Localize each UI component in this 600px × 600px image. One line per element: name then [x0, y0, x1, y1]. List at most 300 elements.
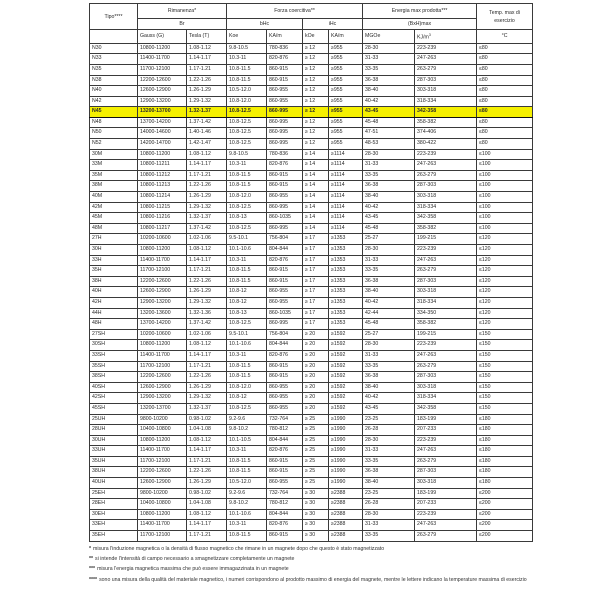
cell-bhc-koe: 10.8-12.0	[227, 96, 267, 107]
footnote-mark: ****	[89, 576, 98, 583]
table-row	[90, 255, 533, 266]
cell-bhc-koe: 10.3-11	[227, 160, 267, 171]
cell-bhc-kam: 860-955	[267, 393, 303, 404]
cell-temp-max: ≤150	[477, 393, 533, 404]
cell-bhc-kam: 860-955	[267, 382, 303, 393]
cell-ihc-kam: ≥955	[329, 107, 363, 118]
cell-grade: N50	[90, 128, 138, 139]
cell-bhmax-mgoe: 28-30	[363, 509, 415, 520]
cell-bhc-kam: 860-995	[267, 107, 303, 118]
cell-bhmax-kjm3: 380-422	[415, 139, 477, 150]
unit-mgoe: MGOe	[363, 30, 415, 44]
cell-grade: 35EH	[90, 531, 138, 542]
cell-bhmax-kjm3: 263-279	[415, 64, 477, 75]
cell-ihc-koe: ≥ 17	[303, 319, 329, 330]
cell-bhmax-kjm3: 247-263	[415, 520, 477, 531]
cell-ihc-kam: ≥955	[329, 96, 363, 107]
cell-grade: 38UH	[90, 467, 138, 478]
cell-temp-max: ≤180	[477, 414, 533, 425]
cell-tesla: 1.02-1.06	[187, 329, 227, 340]
cell-ihc-koe: ≥ 17	[303, 308, 329, 319]
cell-tesla: 1.08-1.12	[187, 43, 227, 54]
cell-tesla: 1.14-1.17	[187, 446, 227, 457]
cell-grade: 30H	[90, 245, 138, 256]
cell-ihc-koe: ≥ 14	[303, 213, 329, 224]
cell-ihc-koe: ≥ 17	[303, 234, 329, 245]
cell-bhmax-mgoe: 38-40	[363, 287, 415, 298]
cell-bhc-koe: 9.2-9.6	[227, 414, 267, 425]
cell-gauss: 9800-10200	[138, 488, 187, 499]
cell-ihc-kam: ≥955	[329, 43, 363, 54]
cell-bhc-kam: 860-915	[267, 75, 303, 86]
cell-ihc-kam: ≥1592	[329, 329, 363, 340]
cell-temp-max: ≤120	[477, 255, 533, 266]
magnet-grades-table	[89, 3, 533, 542]
cell-gauss: 12600-12900	[138, 382, 187, 393]
cell-ihc-koe: ≥ 20	[303, 403, 329, 414]
cell-tesla: 1.32-1.37	[187, 213, 227, 224]
cell-tesla: 1.14-1.17	[187, 54, 227, 65]
cell-bhc-kam: 732-764	[267, 488, 303, 499]
cell-ihc-kam: ≥2388	[329, 509, 363, 520]
cell-temp-max: ≤150	[477, 403, 533, 414]
cell-bhmax-kjm3: 183-199	[415, 414, 477, 425]
cell-bhmax-mgoe: 40-42	[363, 297, 415, 308]
cell-ihc-koe: ≥ 12	[303, 54, 329, 65]
cell-ihc-koe: ≥ 17	[303, 245, 329, 256]
unit-koe: Koe	[227, 30, 267, 44]
cell-bhmax-kjm3: 342-358	[415, 403, 477, 414]
cell-temp-max: ≤80	[477, 75, 533, 86]
cell-bhc-kam: 756-804	[267, 234, 303, 245]
cell-temp-max: ≤80	[477, 107, 533, 118]
cell-grade: N38	[90, 75, 138, 86]
cell-bhc-koe: 9.2-9.6	[227, 488, 267, 499]
cell-bhc-kam: 860-955	[267, 192, 303, 203]
footnote	[89, 564, 532, 574]
cell-grade: N45	[90, 107, 138, 118]
cell-bhc-kam: 860-955	[267, 287, 303, 298]
cell-ihc-koe: ≥ 14	[303, 223, 329, 234]
cell-bhc-kam: 820-876	[267, 350, 303, 361]
cell-ihc-kam: ≥955	[329, 139, 363, 150]
cell-tesla: 1.37-1.42	[187, 319, 227, 330]
cell-temp-max: ≤200	[477, 499, 533, 510]
cell-bhmax-kjm3: 263-279	[415, 266, 477, 277]
cell-bhmax-mgoe: 25-27	[363, 329, 415, 340]
cell-ihc-koe: ≥ 30	[303, 531, 329, 542]
cell-ihc-koe: ≥ 17	[303, 297, 329, 308]
cell-grade: 40UH	[90, 478, 138, 489]
cell-ihc-kam: ≥2388	[329, 520, 363, 531]
cell-bhc-kam: 756-804	[267, 329, 303, 340]
cell-bhmax-mgoe: 33-35	[363, 170, 415, 181]
cell-bhmax-mgoe: 45-48	[363, 117, 415, 128]
header-forza-coercitiva: Forza coercitiva**	[227, 4, 363, 19]
cell-bhc-kam: 820-876	[267, 520, 303, 531]
cell-bhc-koe: 10.8-11.5	[227, 170, 267, 181]
cell-bhc-koe: 10.8-11.5	[227, 467, 267, 478]
cell-bhmax-kjm3: 223-239	[415, 509, 477, 520]
cell-bhmax-kjm3: 303-318	[415, 192, 477, 203]
cell-bhc-koe: 10.8-13	[227, 213, 267, 224]
cell-bhmax-kjm3: 334-350	[415, 308, 477, 319]
header-blank	[90, 30, 138, 44]
cell-tesla: 1.02-1.06	[187, 234, 227, 245]
cell-ihc-kam: ≥1114	[329, 170, 363, 181]
cell-bhmax-mgoe: 26-28	[363, 499, 415, 510]
cell-bhc-koe: 10.8-12.5	[227, 223, 267, 234]
cell-tesla: 1.22-1.26	[187, 75, 227, 86]
cell-bhmax-mgoe: 40-42	[363, 96, 415, 107]
cell-gauss: 12900-13200	[138, 297, 187, 308]
table-row	[90, 467, 533, 478]
cell-temp-max: ≤80	[477, 43, 533, 54]
cell-bhc-koe: 10.8-12.5	[227, 319, 267, 330]
cell-gauss: 13200-13600	[138, 308, 187, 319]
cell-bhmax-mgoe: 28-30	[363, 149, 415, 160]
cell-ihc-koe: ≥ 14	[303, 192, 329, 203]
cell-grade: 38H	[90, 276, 138, 287]
cell-temp-max: ≤150	[477, 382, 533, 393]
cell-bhc-kam: 820-876	[267, 255, 303, 266]
cell-temp-max: ≤120	[477, 319, 533, 330]
cell-tesla: 1.29-1.32	[187, 297, 227, 308]
cell-temp-max: ≤180	[477, 435, 533, 446]
cell-bhmax-mgoe: 43-45	[363, 107, 415, 118]
table-row	[90, 531, 533, 542]
cell-bhmax-mgoe: 33-35	[363, 64, 415, 75]
cell-ihc-koe: ≥ 30	[303, 499, 329, 510]
cell-grade: 35M	[90, 170, 138, 181]
cell-grade: 30M	[90, 149, 138, 160]
cell-ihc-koe: ≥ 20	[303, 340, 329, 351]
cell-ihc-koe: ≥ 12	[303, 128, 329, 139]
cell-bhc-kam: 860-915	[267, 170, 303, 181]
cell-grade: N52	[90, 139, 138, 150]
footnote	[89, 575, 532, 585]
cell-bhmax-mgoe: 38-40	[363, 192, 415, 203]
cell-grade: N30	[90, 43, 138, 54]
cell-temp-max: ≤180	[477, 478, 533, 489]
cell-bhc-kam: 860-955	[267, 96, 303, 107]
table-row	[90, 181, 533, 192]
cell-bhc-kam: 860-995	[267, 319, 303, 330]
cell-bhc-koe: 10.8-12.5	[227, 202, 267, 213]
cell-temp-max: ≤180	[477, 446, 533, 457]
cell-bhmax-mgoe: 33-35	[363, 456, 415, 467]
cell-tesla: 1.08-1.12	[187, 340, 227, 351]
cell-gauss: 13700-14200	[138, 117, 187, 128]
cell-bhc-kam: 860-915	[267, 181, 303, 192]
cell-bhc-kam: 804-844	[267, 435, 303, 446]
header-rimanenza: Rimanenza*	[138, 4, 227, 19]
cell-ihc-koe: ≥ 12	[303, 139, 329, 150]
cell-bhc-kam: 780-812	[267, 425, 303, 436]
cell-bhmax-mgoe: 47-51	[363, 128, 415, 139]
cell-grade: 42M	[90, 202, 138, 213]
cell-tesla: 1.08-1.12	[187, 435, 227, 446]
cell-ihc-kam: ≥1990	[329, 414, 363, 425]
cell-ihc-kam: ≥1592	[329, 393, 363, 404]
cell-tesla: 1.32-1.37	[187, 403, 227, 414]
table-row	[90, 350, 533, 361]
cell-bhc-kam: 860-955	[267, 478, 303, 489]
footnotes	[89, 544, 532, 586]
cell-bhmax-kjm3: 318-334	[415, 297, 477, 308]
table-row	[90, 403, 533, 414]
cell-bhc-koe: 10.8-11.5	[227, 181, 267, 192]
cell-temp-max: ≤150	[477, 361, 533, 372]
cell-ihc-kam: ≥1592	[329, 382, 363, 393]
cell-tesla: 1.22-1.26	[187, 467, 227, 478]
cell-bhmax-kjm3: 247-263	[415, 350, 477, 361]
unit-koe-ihc: kOe	[303, 30, 329, 44]
cell-bhmax-mgoe: 26-28	[363, 425, 415, 436]
cell-ihc-kam: ≥1990	[329, 456, 363, 467]
cell-bhmax-mgoe: 31-33	[363, 160, 415, 171]
cell-grade: 38M	[90, 181, 138, 192]
cell-tesla: 1.17-1.21	[187, 361, 227, 372]
table-row	[90, 64, 533, 75]
cell-bhmax-mgoe: 23-25	[363, 414, 415, 425]
cell-bhmax-mgoe: 36-38	[363, 181, 415, 192]
cell-temp-max: ≤150	[477, 329, 533, 340]
cell-tesla: 1.22-1.26	[187, 276, 227, 287]
cell-bhc-koe: 10.3-11	[227, 446, 267, 457]
cell-temp-max: ≤150	[477, 350, 533, 361]
cell-grade: 30UH	[90, 435, 138, 446]
cell-bhmax-kjm3: 374-406	[415, 128, 477, 139]
cell-ihc-kam: ≥2388	[329, 499, 363, 510]
cell-bhc-kam: 860-915	[267, 361, 303, 372]
header-energia-max: Energia max prodotta***	[363, 4, 477, 19]
cell-grade: 45M	[90, 213, 138, 224]
cell-bhmax-kjm3: 358-382	[415, 319, 477, 330]
cell-bhmax-kjm3: 183-199	[415, 488, 477, 499]
cell-tesla: 1.32-1.36	[187, 308, 227, 319]
cell-gauss: 11700-12100	[138, 531, 187, 542]
cell-grade: 33UH	[90, 446, 138, 457]
cell-ihc-koe: ≥ 20	[303, 382, 329, 393]
cell-grade: 48M	[90, 223, 138, 234]
cell-grade: 27H	[90, 234, 138, 245]
cell-ihc-koe: ≥ 17	[303, 276, 329, 287]
footnote-text: si intende l'intensità di campo necessario a smagnetizzare completamente un magnete	[95, 556, 295, 563]
cell-bhmax-kjm3: 263-279	[415, 170, 477, 181]
cell-bhmax-kjm3: 287-303	[415, 372, 477, 383]
cell-bhmax-kjm3: 303-318	[415, 478, 477, 489]
cell-ihc-koe: ≥ 12	[303, 43, 329, 54]
cell-bhc-koe: 10.1-10.6	[227, 509, 267, 520]
cell-gauss: 11400-11700	[138, 520, 187, 531]
cell-grade: 42H	[90, 297, 138, 308]
cell-temp-max: ≤150	[477, 372, 533, 383]
table-row	[90, 107, 533, 118]
cell-bhmax-kjm3: 223-239	[415, 43, 477, 54]
cell-ihc-kam: ≥1114	[329, 160, 363, 171]
cell-gauss: 10800-11215	[138, 202, 187, 213]
table-row	[90, 170, 533, 181]
cell-ihc-koe: ≥ 25	[303, 456, 329, 467]
cell-gauss: 13200-13700	[138, 107, 187, 118]
cell-gauss: 10800-11200	[138, 245, 187, 256]
cell-bhc-kam: 780-836	[267, 43, 303, 54]
cell-ihc-kam: ≥1592	[329, 350, 363, 361]
cell-temp-max: ≤150	[477, 340, 533, 351]
unit-kam-ihc: KA/m	[329, 30, 363, 44]
cell-temp-max: ≤80	[477, 54, 533, 65]
table-row	[90, 96, 533, 107]
cell-temp-max: ≤200	[477, 509, 533, 520]
table-row	[90, 128, 533, 139]
cell-bhmax-mgoe: 31-33	[363, 520, 415, 531]
table-row	[90, 393, 533, 404]
cell-ihc-kam: ≥955	[329, 86, 363, 97]
table-row	[90, 276, 533, 287]
cell-ihc-kam: ≥1353	[329, 245, 363, 256]
cell-ihc-koe: ≥ 12	[303, 64, 329, 75]
cell-bhc-kam: 780-836	[267, 149, 303, 160]
cell-grade: 28UH	[90, 425, 138, 436]
table-row	[90, 414, 533, 425]
cell-bhmax-mgoe: 36-38	[363, 276, 415, 287]
cell-grade: 35H	[90, 266, 138, 277]
cell-ihc-koe: ≥ 20	[303, 372, 329, 383]
table-row	[90, 478, 533, 489]
cell-grade: 30EH	[90, 509, 138, 520]
unit-kjm3: $KJ/m^3$	[415, 30, 477, 44]
cell-bhc-koe: 9.5-10.1	[227, 234, 267, 245]
cell-ihc-kam: ≥2388	[329, 488, 363, 499]
footnote	[89, 544, 532, 554]
cell-tesla: 1.14-1.17	[187, 255, 227, 266]
cell-ihc-kam: ≥1353	[329, 234, 363, 245]
cell-temp-max: ≤180	[477, 456, 533, 467]
cell-gauss: 10200-10600	[138, 234, 187, 245]
table-row	[90, 202, 533, 213]
cell-ihc-kam: ≥1990	[329, 425, 363, 436]
cell-ihc-koe: ≥ 20	[303, 393, 329, 404]
cell-bhc-koe: 10.5-12.0	[227, 478, 267, 489]
cell-ihc-koe: ≥ 14	[303, 149, 329, 160]
cell-gauss: 13200-13700	[138, 403, 187, 414]
table-row	[90, 139, 533, 150]
cell-ihc-kam: ≥1592	[329, 340, 363, 351]
cell-bhmax-mgoe: 33-35	[363, 531, 415, 542]
cell-tesla: 1.37-1.42	[187, 117, 227, 128]
cell-bhmax-kjm3: 247-263	[415, 54, 477, 65]
cell-grade: 25UH	[90, 414, 138, 425]
cell-bhmax-mgoe: 28-30	[363, 340, 415, 351]
cell-bhmax-mgoe: 38-40	[363, 478, 415, 489]
cell-ihc-koe: ≥ 25	[303, 467, 329, 478]
cell-bhc-koe: 10.8-12	[227, 287, 267, 298]
table-row	[90, 192, 533, 203]
cell-temp-max: ≤100	[477, 223, 533, 234]
cell-bhmax-mgoe: 36-38	[363, 372, 415, 383]
cell-gauss: 11400-11700	[138, 54, 187, 65]
cell-gauss: 10800-11211	[138, 160, 187, 171]
cell-ihc-koe: ≥ 17	[303, 287, 329, 298]
cell-bhc-kam: 860-995	[267, 139, 303, 150]
table-row	[90, 319, 533, 330]
cell-bhmax-mgoe: 45-48	[363, 319, 415, 330]
table-row	[90, 446, 533, 457]
cell-ihc-kam: ≥1114	[329, 181, 363, 192]
unit-gauss: Gauss (G)	[138, 30, 187, 44]
cell-tesla: 1.26-1.29	[187, 192, 227, 203]
cell-bhc-koe: 10.8-11.5	[227, 361, 267, 372]
cell-tesla: 1.32-1.37	[187, 107, 227, 118]
cell-bhmax-mgoe: 33-35	[363, 361, 415, 372]
cell-ihc-kam: ≥1353	[329, 266, 363, 277]
table-row	[90, 43, 533, 54]
cell-bhc-koe: 9.8-10.2	[227, 499, 267, 510]
cell-ihc-koe: ≥ 25	[303, 435, 329, 446]
cell-ihc-koe: ≥ 30	[303, 488, 329, 499]
cell-grade: 28EH	[90, 499, 138, 510]
cell-gauss: 11700-12100	[138, 266, 187, 277]
cell-ihc-kam: ≥1114	[329, 213, 363, 224]
cell-tesla: 1.29-1.32	[187, 393, 227, 404]
cell-gauss: 10800-11200	[138, 340, 187, 351]
cell-gauss: 10400-10800	[138, 425, 187, 436]
cell-bhc-kam: 860-995	[267, 223, 303, 234]
cell-ihc-kam: ≥955	[329, 128, 363, 139]
cell-tesla: 1.04-1.08	[187, 425, 227, 436]
cell-gauss: 10800-11217	[138, 223, 187, 234]
cell-bhc-kam: 804-844	[267, 245, 303, 256]
cell-tesla: 1.14-1.17	[187, 350, 227, 361]
cell-bhmax-mgoe: 31-33	[363, 255, 415, 266]
cell-tesla: 1.08-1.12	[187, 245, 227, 256]
cell-ihc-kam: ≥1990	[329, 446, 363, 457]
cell-bhmax-kjm3: 318-334	[415, 96, 477, 107]
unit-tesla: Tesla (T)	[187, 30, 227, 44]
cell-gauss: 12200-12600	[138, 467, 187, 478]
cell-gauss: 11400-11700	[138, 255, 187, 266]
cell-bhc-koe: 10.8-12	[227, 393, 267, 404]
unit-kam-bhc: KA/m	[267, 30, 303, 44]
cell-bhmax-kjm3: 247-263	[415, 446, 477, 457]
cell-grade: 25EH	[90, 488, 138, 499]
cell-ihc-kam: ≥1592	[329, 403, 363, 414]
cell-bhc-koe: 10.8-12.5	[227, 139, 267, 150]
cell-tesla: 1.26-1.29	[187, 478, 227, 489]
cell-tesla: 1.26-1.29	[187, 382, 227, 393]
cell-bhc-koe: 10.8-11.5	[227, 456, 267, 467]
cell-grade: 45SH	[90, 403, 138, 414]
cell-bhc-koe: 9.8-10.5	[227, 43, 267, 54]
cell-ihc-kam: ≥1990	[329, 435, 363, 446]
cell-bhmax-kjm3: 223-239	[415, 435, 477, 446]
cell-bhc-kam: 780-812	[267, 499, 303, 510]
cell-gauss: 12200-12600	[138, 372, 187, 383]
table-row	[90, 160, 533, 171]
cell-gauss: 10800-11213	[138, 181, 187, 192]
cell-gauss: 12200-12600	[138, 276, 187, 287]
cell-temp-max: ≤100	[477, 192, 533, 203]
cell-bhc-kam: 860-915	[267, 456, 303, 467]
cell-bhmax-mgoe: 40-42	[363, 393, 415, 404]
cell-bhc-koe: 10.8-12.0	[227, 192, 267, 203]
table-row	[90, 425, 533, 436]
cell-grade: 30SH	[90, 340, 138, 351]
cell-bhc-kam: 860-915	[267, 467, 303, 478]
cell-bhc-kam: 804-844	[267, 509, 303, 520]
cell-ihc-kam: ≥1114	[329, 149, 363, 160]
